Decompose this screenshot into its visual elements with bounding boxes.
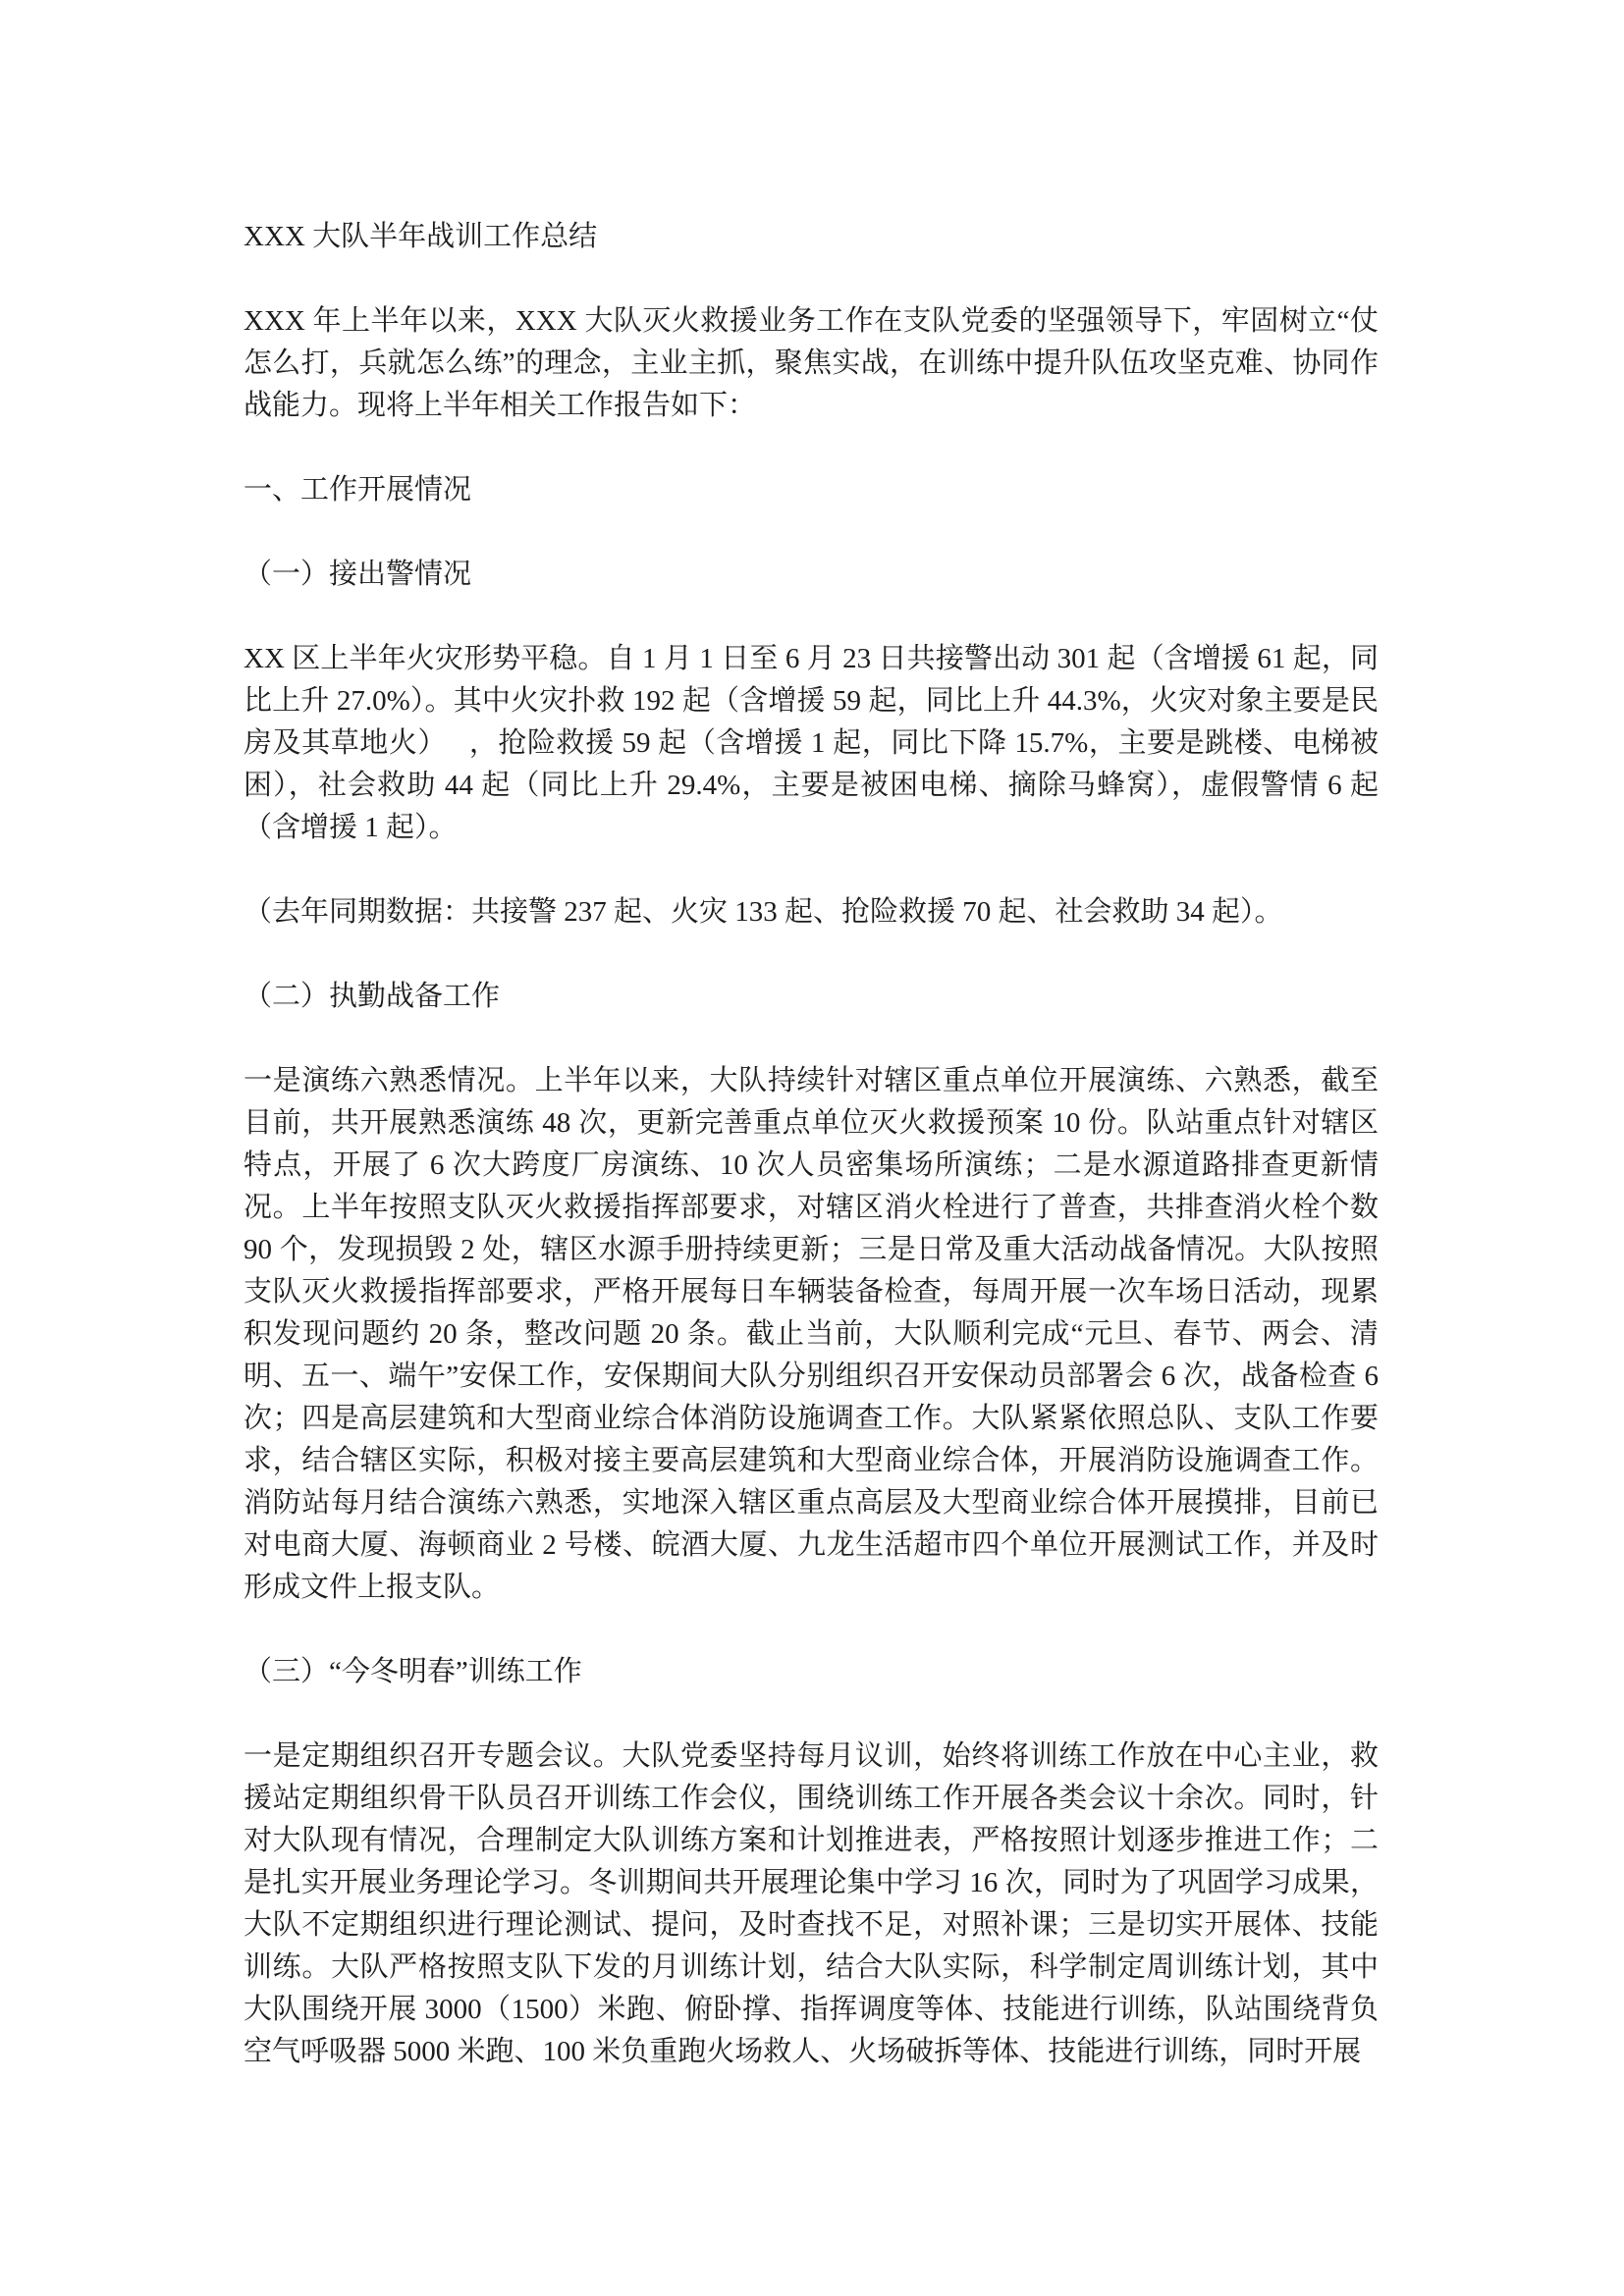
winter-spring-training-paragraph: 一是定期组织召开专题会议。大队党委坚持每月议训，始终将训练工作放在中心主业，救援站定期组织骨干队员召开训练工作会仪，围绕训练工作开展各类会议十余次。同时，针对大队现有情况，合理制定大队训练方案和计划推进表，严格按照计划逐步推进工作；二是扎实开展业务理论学习。冬训期间共开展理论集中学习 16 次，同时为了巩固学习成果，大队不定期组织进行理论测试、提问，及时查找不足，对照补课；三是切实开展体、技能训练。大队严格按照支队下发的月训练计划，结合大队实际，科学制定周训练计划，其中大队围绕开展 3000（1500）米跑、俯卧撑、指挥调度等体、技能进行训练，队站围绕背负空气呼吸器 5000 米跑、100 米负重跑火场救人、火场破拆等体、技能进行训练，同时开展 <box>244 1740 1379 2067</box>
document-title: XXX 大队半年战训工作总结 <box>244 221 598 252</box>
alarm-response-stats-paragraph: XX 区上半年火灾形势平稳。自 1 月 1 日至 6 月 23 日共接警出动 301 起（含增援 61 起，同比上升 27.0%）。其中火灾扑救 192 起（含增援 59 起，同比上升 44.3%，火灾对象主要是民房及其草地火） ，抢险救援 59 起（含增援 1 起，同比下降 15.7%，主要是跳楼、电梯被困），社会救助 44 起（同比上升 29.4%，主要是被困电梯、摘除马蜂窝），虚假警情 6 起（含增援 1 起）。 <box>244 643 1379 843</box>
subsection-heading-alarm-response: （一）接出警情况 <box>244 559 472 590</box>
subsection-heading-duty-readiness: （二）执勤战备工作 <box>244 981 501 1012</box>
last-year-data-paragraph: （去年同期数据：共接警 237 起、火灾 133 起、抢险救援 70 起、社会救助 34 起）。 <box>244 896 1283 928</box>
section-heading-work-progress: 一、工作开展情况 <box>244 474 472 506</box>
duty-readiness-paragraph: 一是演练六熟悉情况。上半年以来，大队持续针对辖区重点单位开展演练、六熟悉，截至目前，共开展熟悉演练 48 次，更新完善重点单位灭火救援预案 10 份。队站重点针对辖区特点，开展了 6 次大跨度厂房演练、10 次人员密集场所演练；二是水源道路排查更新情况。上半年按照支队灭火救援指挥部要求，对辖区消火栓进行了普查，共排查消火栓个数 90 个，发现损毁 2 处，辖区水源手册持续更新；三是日常及重大活动战备情况。大队按照支队灭火救援指挥部要求，严格开展每日车辆装备检查，每周开展一次车场日活动，现累积发现问题约 20 条，整改问题 20 条。截止当前，大队顺利完成“元旦、春节、两会、清明、五一、端午”安保工作，安保期间大队分别组织召开安保动员部署会 6 次，战备检查 6 次；四是高层建筑和大型商业综合体消防设施调查工作。大队紧紧依照总队、支队工作要求，结合辖区实际，积极对接主要高层建筑和大型商业综合体，开展消防设施调查工作。消防站每月结合演练六熟悉，实地深入辖区重点高层及大型商业综合体开展摸排，目前已对电商大厦、海顿商业 2 号楼、皖酒大厦、九龙生活超市四个单位开展测试工作，并及时形成文件上报支队。 <box>244 1065 1386 1603</box>
subsection-heading-winter-spring-training: （三）“今冬明春”训练工作 <box>244 1656 582 1687</box>
intro-paragraph: XXX 年上半年以来，XXX 大队灭火救援业务工作在支队党委的坚强领导下，牢固树立“仗怎么打，兵就怎么练”的理念，主业主抓，聚焦实战，在训练中提升队伍攻坚克难、协同作战能力。现将上半年相关工作报告如下： <box>244 305 1379 421</box>
